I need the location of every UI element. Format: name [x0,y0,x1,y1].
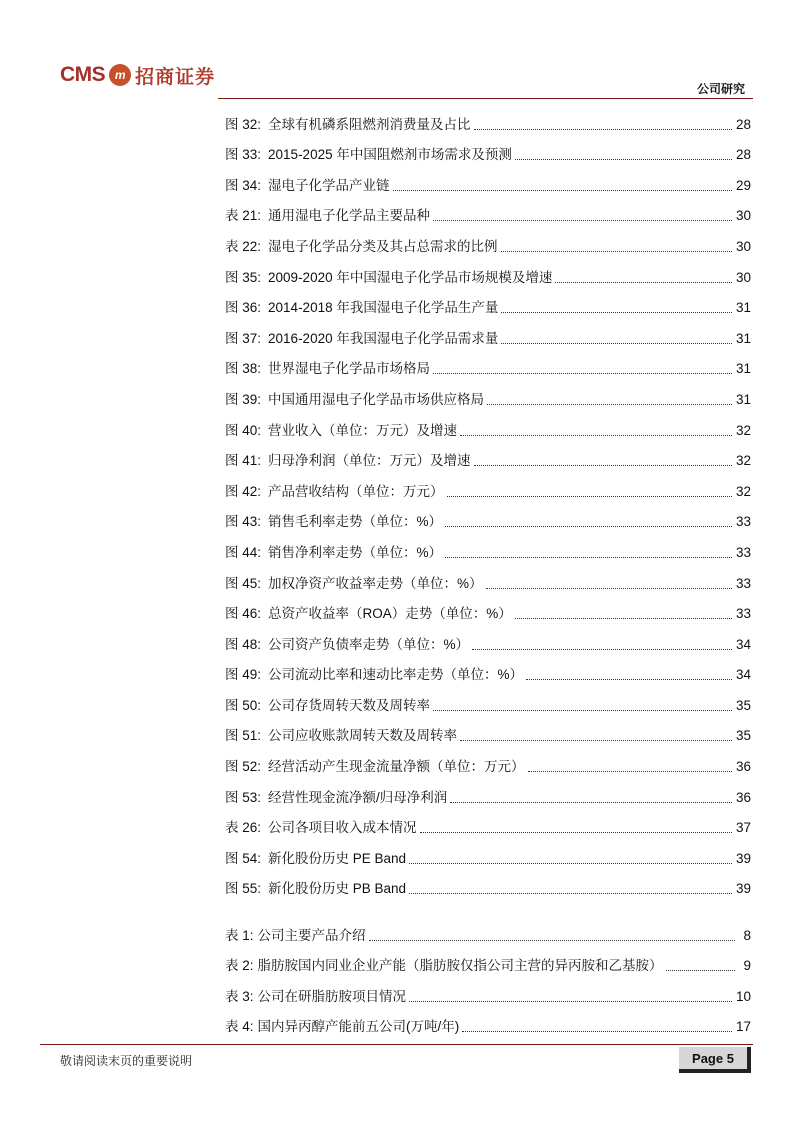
toc-entry[interactable] [225,408,751,439]
toc-entry-title: 加权净资产收益率走势（单位：%） [268,575,483,591]
toc-entry-title: 新化股份历史 PE Band [268,850,407,866]
toc-entry-title: 世界湿电子化学品市场格局 [268,361,431,377]
toc-entry-number: 图 54: [225,850,262,866]
toc-entry-title: 营业收入（单位：万元）及增速 [268,422,458,438]
toc-entry[interactable] [225,1005,751,1036]
toc-entry-number: 图 50: [225,697,262,713]
toc-leader-dots [445,557,732,558]
toc-leader-dots [409,1001,732,1002]
toc-entry-label [225,484,446,500]
toc-leader-dots [486,588,732,589]
toc-entry-number: 图 39: [225,391,262,407]
toc-entry-label [225,637,471,653]
toc-leader-dots [462,1031,732,1032]
toc-entry[interactable] [225,102,751,133]
logo-cn-text: 招商证券 [135,65,216,88]
toc-entry-label [225,208,432,224]
toc-entry-number: 图 43: [225,514,262,530]
toc-entry[interactable] [225,592,751,623]
toc-leader-dots [433,710,732,711]
toc-entry-page: 33 [735,514,751,530]
toc-entry-page: 29 [735,177,751,193]
header-divider [218,98,753,99]
toc-leader-dots [472,649,732,650]
toc-entry-title: 经营活动产生现金流量净额（单位：万元） [268,759,525,775]
toc-entry-page: 32 [735,483,751,499]
toc-entry-title: 公司存货周转天数及周转率 [268,697,431,713]
toc-entry-number: 表 4: [225,1019,254,1035]
company-logo [60,60,215,90]
toc-entry-page: 17 [735,1019,751,1035]
toc-entry[interactable] [225,806,751,837]
toc-entry-number: 图 48: [225,636,262,652]
toc-entry-label [225,728,459,744]
toc-leader-dots [515,159,732,160]
toc-entry-number: 图 46: [225,606,262,622]
toc-leader-dots [555,282,732,283]
toc-entry-page: 33 [735,544,751,560]
toc-entry-label [225,1019,461,1035]
toc-entry[interactable] [225,439,751,470]
toc-entry-label [225,361,432,377]
toc-leader-dots [420,832,732,833]
toc-leader-dots [447,496,732,497]
toc-entry-number: 表 1: [225,927,254,943]
toc-entry-title: 脂肪胺国内同业企业产能（脂肪胺仅指公司主营的异丙胺和乙基胺） [257,958,663,974]
toc-tables-list [225,913,751,1035]
toc-entry[interactable] [225,836,751,867]
toc-leader-dots [409,893,732,894]
toc-leader-dots [460,435,732,436]
toc-entry-title: 公司资产负债率走势（单位：%） [268,636,470,652]
toc-entry-page: 31 [735,300,751,316]
toc-entry-number: 表 22: [225,238,262,254]
toc-leader-dots [501,251,732,252]
toc-leader-dots [445,526,732,527]
toc-leader-dots [460,740,732,741]
toc-entry-title: 公司主要产品介绍 [257,927,366,943]
toc-leader-dots [450,802,732,803]
toc-entry-number: 图 35: [225,269,262,285]
toc-entry[interactable] [225,714,751,745]
toc-entry[interactable] [225,286,751,317]
toc-entry-title: 新化股份历史 PB Band [268,881,407,897]
toc-entry-number: 表 2: [225,958,254,974]
toc-entry-number: 图 41: [225,453,262,469]
toc-entry-title: 产品营收结构（单位：万元） [268,483,444,499]
toc-entry[interactable] [225,500,751,531]
toc-leader-dots [666,970,735,971]
toc-entry-number: 图 42: [225,483,262,499]
toc-entry-label [225,514,444,530]
toc-entry-page: 39 [735,881,751,897]
toc-entry-number: 表 3: [225,988,254,1004]
toc-entry-label [225,851,408,867]
toc-entry-number: 图 37: [225,330,262,346]
toc-entry-title: 销售毛利率走势（单位：%） [268,514,443,530]
toc-entry-page: 34 [735,636,751,652]
toc-entry-page: 30 [735,269,751,285]
toc-leader-dots [369,940,735,941]
toc-entry-page: 35 [735,728,751,744]
toc-entry-page: 8 [743,927,751,943]
toc-entry-label [225,698,432,714]
toc-entry-label [225,958,665,974]
toc-leader-dots [433,220,732,221]
toc-entry[interactable] [225,133,751,164]
toc-leader-dots [501,312,732,313]
toc-entry[interactable] [225,377,751,408]
toc-entry-page: 39 [735,850,751,866]
toc-entry-page: 32 [735,453,751,469]
toc-entry-label [225,300,500,316]
toc-leader-dots [501,343,732,344]
toc-leader-dots [515,618,732,619]
toc-leader-dots [528,771,732,772]
toc-entry-title: 湿电子化学品产业链 [268,177,390,193]
toc-entry-label [225,759,527,775]
toc-entry-label [225,790,449,806]
toc-entry-label [225,928,368,944]
toc-entry-number: 表 26: [225,820,262,836]
toc-entry-label [225,881,408,897]
toc-entry[interactable] [225,775,751,806]
toc-entry-number: 图 53: [225,789,262,805]
toc-entry-title: 全球有机磷系阻燃剂消费量及占比 [268,116,471,132]
toc-entry-page: 30 [735,208,751,224]
toc-entry-title: 2009-2020 年中国湿电子化学品市场规模及增速 [268,269,553,285]
toc-entry-page: 9 [743,958,751,974]
toc-entry-label [225,545,444,561]
toc-leader-dots [526,679,732,680]
toc-entry-title: 公司各项目收入成本情况 [268,820,417,836]
toc-entry[interactable] [225,744,751,775]
toc-entry-number: 图 33: [225,147,262,163]
report-type-label: 公司研究 [696,82,745,96]
toc-entry-label [225,270,554,286]
toc-entry-title: 2015-2025 年中国阻燃剂市场需求及预测 [268,147,512,163]
toc-entry-label [225,667,525,683]
toc-entry-page: 30 [735,238,751,254]
footer-notice: 敬请阅读末页的重要说明 [60,1054,193,1068]
toc-entry-label [225,820,419,836]
toc-leader-dots [409,863,732,864]
toc-leader-dots [433,373,732,374]
toc-entry-page: 31 [735,391,751,407]
toc-entry-title: 中国通用湿电子化学品市场供应格局 [268,391,485,407]
toc-entry-label [225,239,500,255]
toc-entry[interactable] [225,561,751,592]
toc-leader-dots [393,190,732,191]
toc-entry-page: 32 [735,422,751,438]
toc-entry-number: 图 36: [225,300,262,316]
toc-entry-page: 35 [735,697,751,713]
toc-entry[interactable] [225,255,751,286]
toc-entry-title: 2016-2020 年我国湿电子化学品需求量 [268,330,499,346]
toc-entry[interactable] [225,530,751,561]
toc-leader-dots [474,129,732,130]
toc-entry-number: 图 49: [225,667,262,683]
page-number-badge: Page 5 [679,1047,751,1073]
toc-entry-number: 图 52: [225,759,262,775]
toc-entry-page: 31 [735,361,751,377]
toc-entry-label [225,392,486,408]
toc-entry-label [225,989,408,1005]
toc-entry[interactable] [225,224,751,255]
toc-entry-page: 33 [735,606,751,622]
toc-entry-page: 31 [735,330,751,346]
toc-entry-title: 总资产收益率（ROA）走势（单位：%） [268,606,512,622]
toc-entry[interactable] [225,316,751,347]
toc-entry[interactable] [225,913,751,944]
toc-entry-page: 28 [735,147,751,163]
footer-divider [40,1044,753,1045]
toc-entry-label [225,331,500,347]
toc-entry-title: 湿电子化学品分类及其占总需求的比例 [268,238,498,254]
toc-entry-label [225,576,485,592]
logo-badge-icon: m [109,64,131,86]
toc-entry-number: 图 44: [225,544,262,560]
toc-entry-number: 图 55: [225,881,262,897]
toc-entry-page: 28 [735,116,751,132]
toc-entry[interactable] [225,622,751,653]
toc-entry-title: 公司应收账款周转天数及周转率 [268,728,458,744]
toc-leader-dots [474,465,732,466]
toc-entry-number: 表 21: [225,208,262,224]
toc-entry-title: 国内异丙醇产能前五公司(万吨/年) [257,1019,460,1035]
toc-entry[interactable] [225,653,751,684]
toc-entry-page: 36 [735,759,751,775]
toc-entry-page: 33 [735,575,751,591]
toc-entry-number: 图 45: [225,575,262,591]
toc-entry-title: 公司在研脂肪胺项目情况 [257,988,407,1004]
toc-entry-number: 图 32: [225,116,262,132]
toc-entry-page: 37 [735,820,751,836]
toc-entry[interactable] [225,944,751,975]
toc-entry-label [225,453,473,469]
toc-entry-label [225,147,514,163]
toc-entry-page: 10 [735,988,751,1004]
toc-entry[interactable] [225,974,751,1005]
toc-entry-number: 图 34: [225,177,262,193]
toc-figures-list [225,102,751,897]
toc-entry-label [225,606,514,622]
toc-entry-title: 公司流动比率和速动比率走势（单位：%） [268,667,524,683]
toc-entry-number: 图 38: [225,361,262,377]
toc-entry-title: 经营性现金流净额/归母净利润 [268,789,448,805]
logo-cms-text: CMS [60,63,106,86]
toc-entry-label [225,178,392,194]
toc-entry-page: 36 [735,789,751,805]
toc-entry[interactable] [225,194,751,225]
toc-entry[interactable] [225,469,751,500]
toc-entry[interactable] [225,867,751,898]
toc-entry-title: 通用湿电子化学品主要品种 [268,208,431,224]
toc-entry-page: 34 [735,667,751,683]
toc-entry-title: 归母净利润（单位：万元）及增速 [268,453,471,469]
toc-leader-dots [487,404,732,405]
toc-entry[interactable] [225,683,751,714]
toc-entry-title: 销售净利率走势（单位：%） [268,544,443,560]
toc-entry-number: 图 40: [225,422,262,438]
toc-entry-label [225,117,473,133]
toc-entry-label [225,423,459,439]
toc-entry-number: 图 51: [225,728,262,744]
toc-entry[interactable] [225,163,751,194]
toc-entry[interactable] [225,347,751,378]
toc-entry-title: 2014-2018 年我国湿电子化学品生产量 [268,300,499,316]
